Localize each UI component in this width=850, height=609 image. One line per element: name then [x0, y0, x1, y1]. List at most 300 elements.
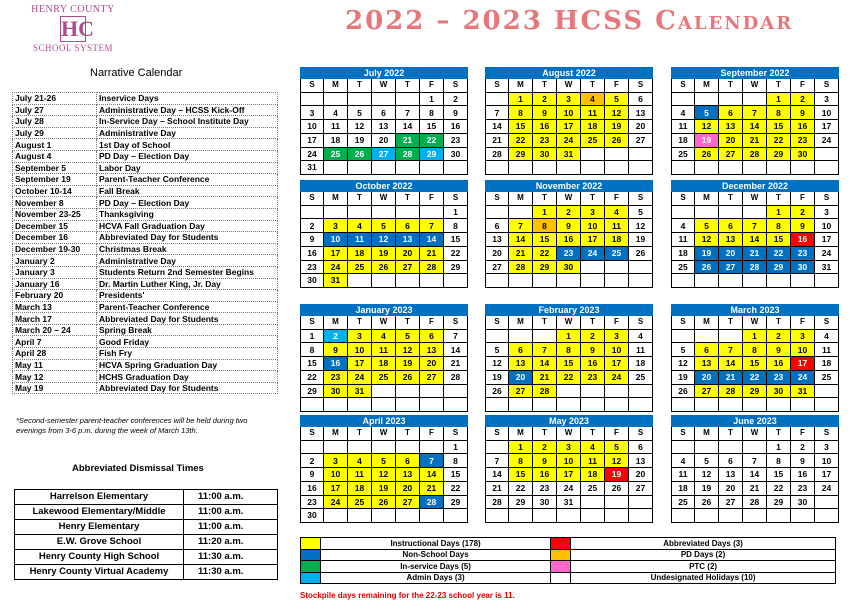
- day-cell: 5: [605, 93, 629, 107]
- day-cell: 30: [533, 496, 557, 510]
- day-cell: 13: [719, 233, 743, 247]
- day-cell: 30: [444, 148, 468, 162]
- day-cell: [629, 496, 653, 510]
- narrative-date: April 28: [13, 348, 97, 360]
- day-cell: 12: [695, 120, 719, 134]
- narrative-date: March 13: [13, 301, 97, 313]
- day-cell: [372, 206, 396, 220]
- day-cell: 9: [533, 106, 557, 120]
- weekday-label: S: [629, 316, 653, 330]
- day-cell: 6: [719, 219, 743, 233]
- day-cell: 18: [671, 482, 695, 496]
- day-cell: 5: [629, 206, 653, 220]
- day-cell: [557, 161, 581, 175]
- day-cell: 6: [420, 330, 444, 344]
- day-cell: [324, 206, 348, 220]
- narrative-row: [13, 174, 278, 186]
- narrative-date: July 28: [13, 116, 97, 128]
- day-cell: 20: [372, 134, 396, 148]
- day-cell: 28: [485, 496, 509, 510]
- day-cell: 1: [420, 93, 444, 107]
- day-cell: 27: [485, 261, 509, 275]
- day-cell: 1: [767, 441, 791, 455]
- day-cell: 11: [671, 468, 695, 482]
- school-logo: [14, 4, 132, 62]
- day-cell: 22: [444, 247, 468, 261]
- day-cell: 3: [324, 454, 348, 468]
- day-cell: 2: [533, 93, 557, 107]
- day-cell: 22: [444, 482, 468, 496]
- day-cell: 6: [629, 93, 653, 107]
- day-cell: [372, 93, 396, 107]
- narrative-row: [13, 336, 278, 348]
- weekday-label: T: [719, 192, 743, 206]
- weekday-label: S: [300, 427, 324, 441]
- day-cell: 25: [372, 371, 396, 385]
- day-cell: 27: [719, 148, 743, 162]
- month-header: April 2023: [300, 415, 468, 427]
- weekday-label: S: [671, 79, 695, 93]
- day-cell: 28: [533, 385, 557, 399]
- day-cell: 7: [420, 219, 444, 233]
- day-cell: [629, 148, 653, 162]
- day-cell: 6: [509, 343, 533, 357]
- day-cell: 14: [485, 468, 509, 482]
- narrative-event: In-Service Day – School Institute Day: [97, 116, 278, 128]
- day-cell: 13: [695, 357, 719, 371]
- day-cell: 8: [444, 219, 468, 233]
- day-cell: [557, 385, 581, 399]
- weekday-label: M: [509, 79, 533, 93]
- weekday-label: S: [815, 192, 839, 206]
- day-cell: 23: [533, 134, 557, 148]
- day-cell: 8: [444, 454, 468, 468]
- legend-label: Abbreviated Days (3): [571, 538, 836, 550]
- day-cell: [372, 385, 396, 399]
- day-cell: 20: [396, 247, 420, 261]
- month-header: February 2023: [485, 304, 653, 316]
- day-cell: [719, 441, 743, 455]
- day-cell: 5: [671, 343, 695, 357]
- narrative-row: [13, 197, 278, 209]
- day-cell: 18: [348, 247, 372, 261]
- weekday-label: S: [671, 427, 695, 441]
- day-cell: [605, 509, 629, 523]
- weekday-label: M: [695, 427, 719, 441]
- narrative-event: HCVA Spring Graduation Day: [97, 359, 278, 371]
- day-cell: 18: [671, 247, 695, 261]
- day-cell: 2: [444, 93, 468, 107]
- narrative-date: September 5: [13, 162, 97, 174]
- day-cell: 10: [557, 454, 581, 468]
- day-cell: 25: [629, 371, 653, 385]
- day-cell: [509, 330, 533, 344]
- day-cell: 8: [767, 106, 791, 120]
- day-cell: 11: [348, 233, 372, 247]
- narrative-date: March 20 – 24: [13, 324, 97, 336]
- narrative-event: Administrative Day: [97, 127, 278, 139]
- day-cell: [791, 509, 815, 523]
- weekday-label: F: [605, 316, 629, 330]
- day-cell: 23: [300, 496, 324, 510]
- day-cell: 12: [348, 120, 372, 134]
- day-cell: 25: [324, 148, 348, 162]
- weekday-label: T: [581, 316, 605, 330]
- day-cell: 15: [420, 120, 444, 134]
- weekday-label: M: [324, 79, 348, 93]
- day-cell: 23: [444, 134, 468, 148]
- day-cell: [348, 441, 372, 455]
- day-cell: [348, 161, 372, 175]
- day-cell: [767, 161, 791, 175]
- day-cell: 17: [581, 233, 605, 247]
- day-cell: [791, 274, 815, 288]
- day-cell: 30: [791, 496, 815, 510]
- day-cell: [605, 398, 629, 412]
- narrative-event: Spring Break: [97, 324, 278, 336]
- legend-label: PTC (2): [571, 561, 836, 573]
- day-cell: 7: [719, 343, 743, 357]
- school-name: Henry Elementary: [15, 520, 184, 535]
- narrative-row: [13, 255, 278, 267]
- day-cell: 4: [581, 93, 605, 107]
- month-calendar: [300, 67, 468, 175]
- dismissal-time: 11:00 a.m.: [184, 505, 278, 520]
- weekday-label: T: [348, 79, 372, 93]
- weekday-label: F: [605, 427, 629, 441]
- legend-label: Admin Days (3): [321, 572, 551, 584]
- day-cell: [581, 274, 605, 288]
- dismissal-row: [15, 505, 278, 520]
- day-cell: 15: [767, 233, 791, 247]
- day-cell: 10: [348, 343, 372, 357]
- day-cell: [485, 206, 509, 220]
- day-cell: 7: [444, 330, 468, 344]
- day-cell: 23: [581, 371, 605, 385]
- day-cell: [605, 496, 629, 510]
- day-cell: 28: [420, 496, 444, 510]
- day-cell: [372, 398, 396, 412]
- day-cell: [743, 441, 767, 455]
- legend-label: Instructional Days (178): [321, 538, 551, 550]
- day-cell: 16: [791, 120, 815, 134]
- day-cell: 19: [372, 482, 396, 496]
- day-cell: [324, 161, 348, 175]
- day-cell: 28: [743, 496, 767, 510]
- day-cell: 10: [324, 233, 348, 247]
- day-cell: 5: [396, 330, 420, 344]
- day-cell: 12: [372, 468, 396, 482]
- month-calendar: [485, 415, 653, 523]
- month-calendar: [671, 304, 839, 412]
- day-cell: [815, 496, 839, 510]
- weekday-label: S: [629, 79, 653, 93]
- day-cell: 9: [300, 468, 324, 482]
- day-cell: 12: [605, 454, 629, 468]
- day-cell: 18: [348, 482, 372, 496]
- dismissal-time: 11:00 a.m.: [184, 520, 278, 535]
- day-cell: 24: [581, 247, 605, 261]
- day-cell: 22: [509, 134, 533, 148]
- day-cell: 9: [791, 106, 815, 120]
- day-cell: 18: [671, 134, 695, 148]
- day-cell: 1: [509, 93, 533, 107]
- month-header: August 2022: [485, 67, 653, 79]
- day-cell: 26: [605, 482, 629, 496]
- day-cell: 27: [420, 371, 444, 385]
- day-cell: 15: [767, 120, 791, 134]
- weekday-label: S: [300, 79, 324, 93]
- narrative-event: Abbreviated Day for Students: [97, 382, 278, 394]
- month-header: March 2023: [671, 304, 839, 316]
- day-cell: 15: [767, 468, 791, 482]
- day-cell: [629, 161, 653, 175]
- weekday-label: T: [581, 79, 605, 93]
- narrative-event: Administrative Day – HCSS Kick-Off: [97, 104, 278, 116]
- day-cell: 17: [815, 120, 839, 134]
- narrative-event: HCVA Fall Graduation Day: [97, 220, 278, 232]
- day-cell: 21: [743, 247, 767, 261]
- school-name: Henry County Virtual Academy: [15, 565, 184, 580]
- logo-monogram: HC: [61, 16, 94, 41]
- day-cell: 9: [557, 219, 581, 233]
- day-cell: 8: [533, 219, 557, 233]
- day-cell: 7: [485, 454, 509, 468]
- day-cell: 17: [815, 468, 839, 482]
- day-cell: [815, 398, 839, 412]
- legend-label: In-service Days (5): [321, 561, 551, 573]
- day-cell: 3: [791, 330, 815, 344]
- day-cell: [743, 509, 767, 523]
- day-cell: 17: [791, 357, 815, 371]
- month-calendar: [485, 67, 653, 175]
- day-cell: 17: [815, 233, 839, 247]
- narrative-date: July 21-26: [13, 93, 97, 105]
- narrative-date: May 11: [13, 359, 97, 371]
- narrative-date: April 7: [13, 336, 97, 348]
- day-cell: 2: [533, 441, 557, 455]
- weekday-label: T: [767, 79, 791, 93]
- weekday-label: W: [372, 79, 396, 93]
- day-cell: 3: [815, 93, 839, 107]
- day-cell: 9: [300, 233, 324, 247]
- day-cell: [791, 398, 815, 412]
- day-cell: 16: [581, 357, 605, 371]
- day-cell: 25: [348, 261, 372, 275]
- day-cell: 20: [629, 120, 653, 134]
- day-cell: [743, 93, 767, 107]
- day-cell: 1: [767, 206, 791, 220]
- month-header: July 2022: [300, 67, 468, 79]
- weekday-label: T: [396, 192, 420, 206]
- day-cell: [372, 161, 396, 175]
- day-cell: 4: [324, 106, 348, 120]
- day-cell: [485, 330, 509, 344]
- day-cell: [396, 274, 420, 288]
- day-cell: 23: [791, 134, 815, 148]
- day-cell: 3: [815, 441, 839, 455]
- day-cell: 10: [815, 106, 839, 120]
- day-cell: 18: [629, 357, 653, 371]
- dismissal-table: [14, 489, 278, 580]
- month-header: January 2023: [300, 304, 468, 316]
- month-header: September 2022: [671, 67, 839, 79]
- day-cell: [605, 261, 629, 275]
- day-cell: 28: [444, 371, 468, 385]
- day-cell: [396, 509, 420, 523]
- day-cell: 25: [348, 496, 372, 510]
- narrative-row: [13, 301, 278, 313]
- weekday-label: T: [348, 192, 372, 206]
- day-cell: 6: [396, 454, 420, 468]
- month-calendar: [671, 67, 839, 175]
- day-cell: 20: [719, 134, 743, 148]
- day-cell: [533, 274, 557, 288]
- day-cell: 1: [300, 330, 324, 344]
- narrative-row: [13, 371, 278, 383]
- day-cell: [444, 161, 468, 175]
- day-cell: 11: [815, 343, 839, 357]
- weekday-label: W: [372, 427, 396, 441]
- day-cell: [420, 509, 444, 523]
- day-cell: 26: [695, 261, 719, 275]
- day-cell: 18: [581, 120, 605, 134]
- day-cell: 10: [300, 120, 324, 134]
- day-cell: [557, 398, 581, 412]
- narrative-date: May 19: [13, 382, 97, 394]
- day-cell: 1: [557, 330, 581, 344]
- weekday-label: F: [791, 79, 815, 93]
- day-cell: 27: [509, 385, 533, 399]
- day-cell: 14: [509, 233, 533, 247]
- day-cell: 15: [444, 233, 468, 247]
- day-cell: 21: [719, 371, 743, 385]
- day-cell: 27: [719, 261, 743, 275]
- day-cell: 22: [300, 371, 324, 385]
- day-cell: 12: [396, 343, 420, 357]
- day-cell: [396, 161, 420, 175]
- day-cell: [533, 509, 557, 523]
- month-calendar: [485, 304, 653, 412]
- day-cell: 30: [300, 274, 324, 288]
- day-cell: 12: [485, 357, 509, 371]
- weekday-label: F: [420, 79, 444, 93]
- day-cell: [743, 274, 767, 288]
- narrative-event: 1st Day of School: [97, 139, 278, 151]
- day-cell: [719, 398, 743, 412]
- day-cell: 22: [420, 134, 444, 148]
- day-cell: 5: [485, 343, 509, 357]
- narrative-table: [12, 92, 278, 394]
- day-cell: 24: [815, 482, 839, 496]
- day-cell: 29: [444, 496, 468, 510]
- day-cell: 16: [791, 468, 815, 482]
- day-cell: 8: [509, 106, 533, 120]
- day-cell: 25: [815, 371, 839, 385]
- weekday-label: T: [767, 427, 791, 441]
- day-cell: 24: [557, 482, 581, 496]
- day-cell: [695, 509, 719, 523]
- day-cell: [629, 398, 653, 412]
- day-cell: [581, 148, 605, 162]
- narrative-row: [13, 185, 278, 197]
- legend-swatch: [301, 549, 321, 561]
- day-cell: 4: [815, 330, 839, 344]
- day-cell: 20: [695, 371, 719, 385]
- month-header: June 2023: [671, 415, 839, 427]
- day-cell: [605, 274, 629, 288]
- day-cell: 23: [300, 261, 324, 275]
- day-cell: 15: [557, 357, 581, 371]
- day-cell: 5: [695, 106, 719, 120]
- month-header: May 2023: [485, 415, 653, 427]
- day-cell: 27: [372, 148, 396, 162]
- day-cell: 28: [743, 148, 767, 162]
- day-cell: [695, 206, 719, 220]
- weekday-label: S: [444, 316, 468, 330]
- weekday-label: M: [695, 79, 719, 93]
- day-cell: 31: [300, 161, 324, 175]
- day-cell: 3: [324, 219, 348, 233]
- day-cell: 26: [695, 496, 719, 510]
- weekday-label: F: [791, 192, 815, 206]
- day-cell: [719, 93, 743, 107]
- day-cell: 8: [420, 106, 444, 120]
- day-cell: [581, 496, 605, 510]
- weekday-label: S: [485, 79, 509, 93]
- narrative-date: November 8: [13, 197, 97, 209]
- weekday-label: W: [557, 79, 581, 93]
- day-cell: 21: [485, 482, 509, 496]
- day-cell: 28: [509, 261, 533, 275]
- day-cell: 7: [396, 106, 420, 120]
- legend-row: [301, 572, 836, 584]
- day-cell: 3: [557, 441, 581, 455]
- day-cell: [348, 93, 372, 107]
- day-cell: 21: [485, 134, 509, 148]
- day-cell: [300, 93, 324, 107]
- day-cell: 8: [557, 343, 581, 357]
- day-cell: [581, 161, 605, 175]
- weekday-label: S: [671, 192, 695, 206]
- day-cell: [372, 441, 396, 455]
- legend-row: [301, 538, 836, 550]
- day-cell: 10: [581, 219, 605, 233]
- day-cell: 1: [533, 206, 557, 220]
- day-cell: 31: [557, 496, 581, 510]
- day-cell: 26: [348, 148, 372, 162]
- day-cell: 5: [695, 219, 719, 233]
- dismissal-row: [15, 490, 278, 505]
- day-cell: 13: [396, 468, 420, 482]
- day-cell: 26: [372, 261, 396, 275]
- month-calendar: [671, 415, 839, 523]
- day-cell: 16: [300, 247, 324, 261]
- narrative-event: PD Day – Election Day: [97, 197, 278, 209]
- day-cell: 28: [719, 385, 743, 399]
- weekday-label: W: [557, 316, 581, 330]
- day-cell: 11: [629, 343, 653, 357]
- narrative-row: [13, 290, 278, 302]
- day-cell: 7: [485, 106, 509, 120]
- day-cell: [815, 385, 839, 399]
- day-cell: 9: [767, 343, 791, 357]
- day-cell: [396, 385, 420, 399]
- day-cell: 31: [348, 385, 372, 399]
- day-cell: [420, 441, 444, 455]
- conference-note: *Second-semester parent-teacher conferences will be held during two evenings from 3-6 p.m. during the week of March 13th.: [16, 416, 248, 435]
- day-cell: 29: [300, 385, 324, 399]
